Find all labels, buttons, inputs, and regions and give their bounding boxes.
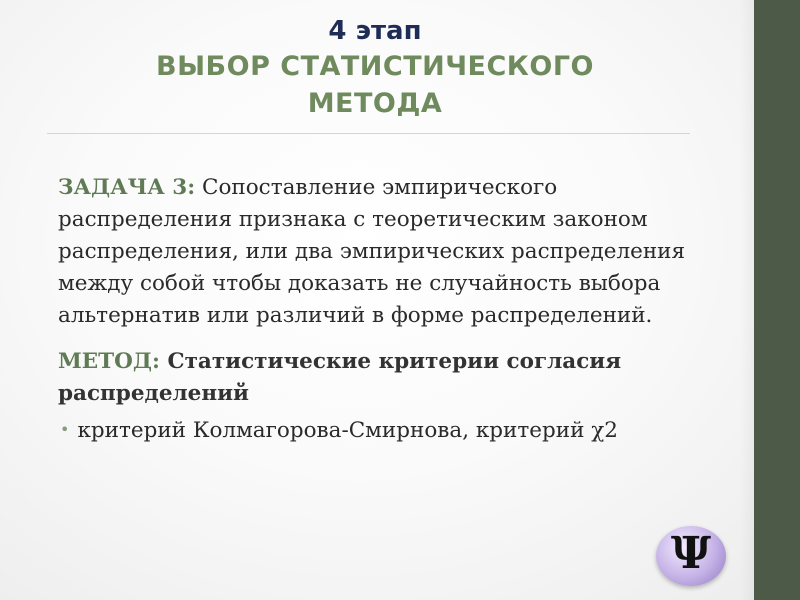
method-paragraph <box>58 346 698 410</box>
task-paragraph <box>58 172 698 332</box>
bullet-item <box>58 414 698 447</box>
right-bar-shadow <box>740 0 754 600</box>
method-text: Статистические критерии согласия распределений <box>58 349 622 406</box>
psi-logo <box>650 522 732 592</box>
psi-icon: Ψ <box>670 528 712 579</box>
title-main-line2: МЕТОДА <box>307 88 443 119</box>
title-block <box>60 14 690 122</box>
task-text: Сопоставление эмпирического распределения признака с теоретическим законом распределения, или два эмпирических распределения между собой чтобы доказать не случайность выбора альтернатив или различий в форме распределений. <box>58 175 686 328</box>
method-label: МЕТОД: <box>58 349 160 374</box>
bullet-text: критерий Колмагорова-Смирнова, критерий χ2 <box>77 418 618 443</box>
task-label: ЗАДАЧА 3: <box>58 175 196 200</box>
bullet-marker: • <box>60 420 70 439</box>
content-body <box>58 172 698 447</box>
title-divider <box>47 133 690 134</box>
right-decorative-bar <box>754 0 800 600</box>
title-main-line1: ВЫБОР СТАТИСТИЧЕСКОГО <box>155 51 594 82</box>
title-stage: 4 этап <box>328 16 422 46</box>
